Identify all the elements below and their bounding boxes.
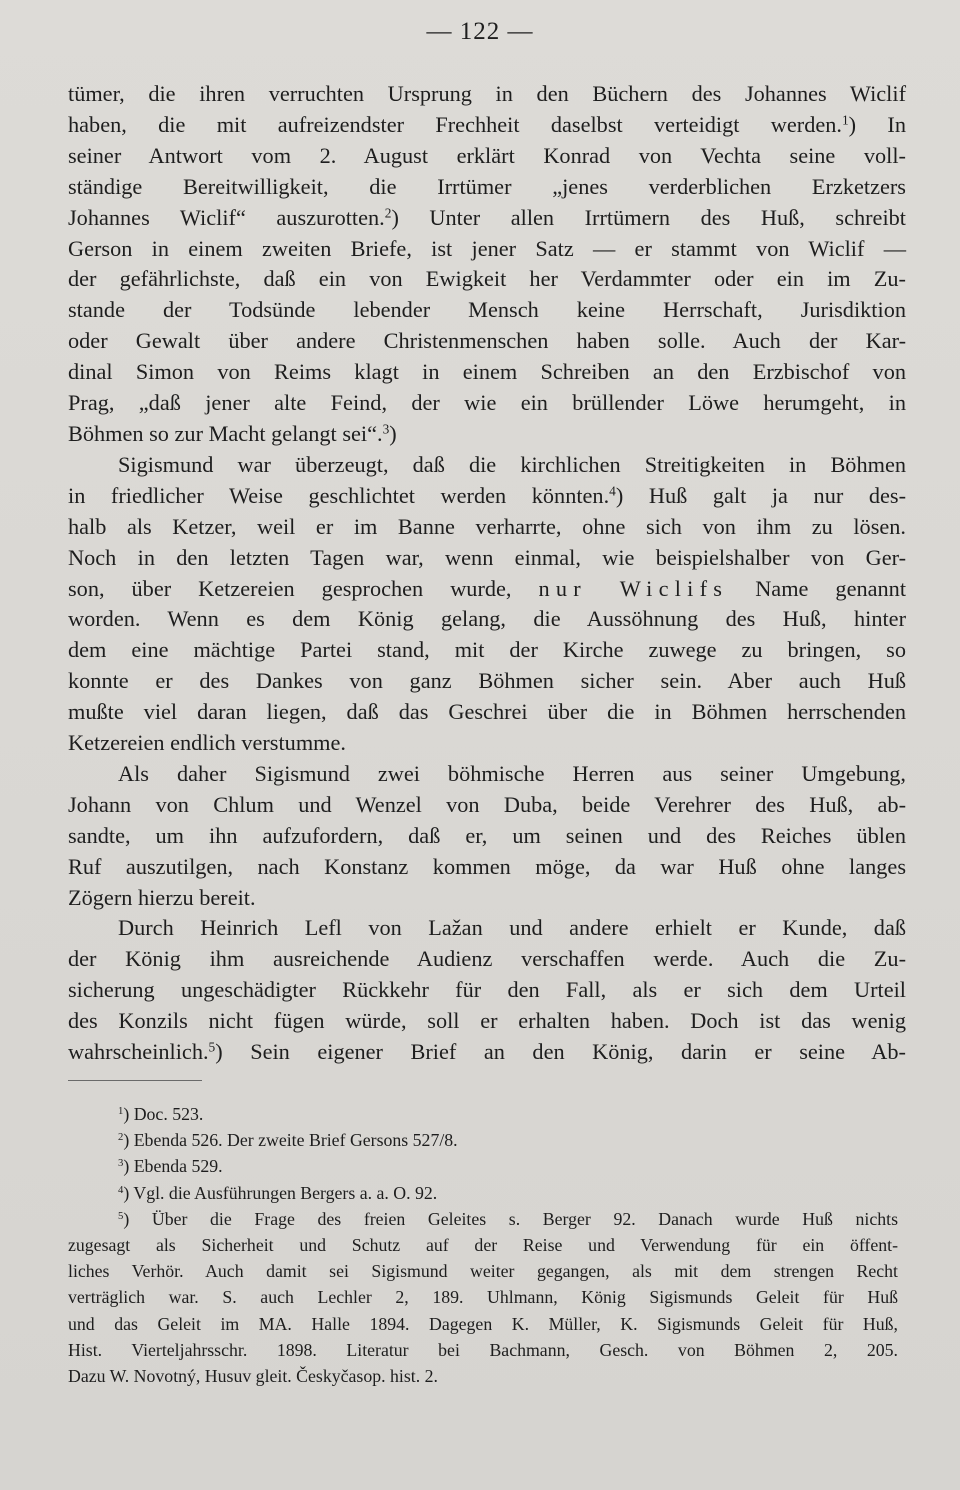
text-run: worden. Wenn es dem König gelang, die Aussöhnung des Huß, hinter	[68, 606, 906, 632]
text-line	[68, 635, 906, 666]
footnote-line	[68, 1337, 898, 1363]
text-run: der König ihm ausreichende Audienz verschaffen werde. Auch die Zu-	[68, 946, 906, 972]
footnote-marker: 2	[118, 1131, 124, 1144]
text-run: Dazu W. Novotný, Husuv gleit. Českyčasop. hist. 2.	[68, 1366, 438, 1387]
footnote-marker: 1	[118, 1105, 124, 1118]
text-run: Prag, „daß jener alte Feind, der wie ein brüllender Löwe herumgeht, in	[68, 390, 906, 416]
text-run: haben, die mit aufreizendster Frechheit daselbst verteidigt werden.	[68, 111, 842, 137]
text-line	[68, 110, 906, 141]
footnote-marker: 3	[118, 1157, 124, 1170]
footnote-line	[68, 1180, 898, 1206]
text-run: konnte er des Dankes von ganz Böhmen sicher sein. Aber auch Huß	[68, 668, 906, 694]
text-run: halb als Ketzer, weil er im Banne verharrte, ohne sich von ihm zu lösen.	[68, 513, 906, 539]
text-run: ) Über die Frage des freien Geleites s. Berger 92. Danach wurde Huß nichts	[123, 1208, 898, 1229]
text-run: ) Vgl. die Ausführungen Bergers a. a. O. 92.	[123, 1182, 438, 1203]
main-text	[68, 79, 906, 1068]
text-run: wahrscheinlich.	[68, 1039, 209, 1065]
text-line	[68, 759, 906, 790]
text-line	[68, 913, 906, 944]
text-run: Noch in den letzten Tagen war, wenn einmal, wie beispielshalber von Ger-	[68, 544, 906, 570]
footnote-line	[68, 1284, 898, 1310]
footnote-marker: 3	[382, 421, 390, 437]
text-run: oder Gewalt über andere Christenmenschen haben solle. Auch der Kar-	[68, 328, 906, 354]
text-line	[68, 481, 906, 512]
text-line	[68, 666, 906, 697]
text-run: Hist. Vierteljahrsschr. 1898. Literatur bei Bachmann, Gesch. von Böhmen 2, 205.	[68, 1339, 898, 1360]
page-number: — 122 —	[426, 18, 534, 45]
text-line	[68, 574, 906, 605]
text-run: Ketzereien endlich verstumme.	[68, 730, 346, 756]
footnote-line	[68, 1206, 898, 1232]
text-run: stande der Todsünde lebender Mensch keine Herrschaft, Jurisdiktion	[68, 297, 906, 323]
text-run: Name genannt	[728, 575, 907, 601]
text-line	[68, 543, 906, 574]
text-line	[68, 234, 906, 265]
footnote-line	[68, 1363, 898, 1389]
footnote-separator	[68, 1080, 202, 1081]
text-line	[68, 172, 906, 203]
text-line	[68, 790, 906, 821]
text-run: ) Ebenda 526. Der zweite Brief Gersons 527/8.	[123, 1130, 458, 1151]
text-line	[68, 264, 906, 295]
text-run: liches Verhör. Auch damit sei Sigismund weiter gegangen, als mit dem strengen Recht	[68, 1261, 898, 1282]
text-line	[68, 450, 906, 481]
text-line	[68, 852, 906, 883]
footnote-line	[68, 1232, 898, 1258]
text-run: Durch Heinrich Lefl von Lažan und andere erhielt er Kunde, daß	[118, 915, 906, 941]
text-run: zugesagt als Sicherheit und Schutz auf der Reise und Verwendung für ein öffent-	[68, 1235, 898, 1256]
text-line	[68, 326, 906, 357]
text-line	[68, 821, 906, 852]
text-run: ) Sein eigener Brief an den König, darin er seine Ab-	[215, 1039, 906, 1065]
text-line	[68, 203, 906, 234]
text-run: Ruf auszutilgen, nach Konstanz kommen möge, da war Huß ohne langes	[68, 853, 906, 879]
text-line	[68, 357, 906, 388]
text-run: Johann von Chlum und Wenzel von Duba, beide Verehrer des Huß, ab-	[68, 791, 906, 817]
text-run: ) In	[848, 111, 906, 137]
text-run: des Konzils nicht fügen würde, soll er erhalten haben. Doch ist das wenig	[68, 1008, 906, 1034]
footnote-line	[68, 1101, 898, 1127]
text-run: tümer, die ihren verruchten Ursprung in den Büchern des Johannes Wiclif	[68, 81, 906, 106]
text-line	[68, 419, 906, 450]
text-run: in friedlicher Weise geschlichtet werden könnten.	[68, 482, 610, 508]
text-run: )	[389, 420, 397, 446]
footnote-marker: 5	[208, 1039, 216, 1055]
footnote-marker: 1	[841, 112, 849, 128]
text-run: Johannes Wiclif“ auszurotten.	[68, 204, 385, 230]
footnotes	[68, 1101, 898, 1389]
footnote-marker: 4	[118, 1183, 124, 1196]
footnote-line	[68, 1153, 898, 1179]
text-line	[68, 944, 906, 975]
text-line	[68, 141, 906, 172]
text-run: ) Ebenda 529.	[123, 1156, 223, 1177]
text-run: verträglich war. S. auch Lechler 2, 189. Uhlmann, König Sigismunds Geleit für Huß	[68, 1287, 898, 1308]
text-run: Sigismund war überzeugt, daß die kirchlichen Streitigkeiten in Böhmen	[118, 451, 906, 477]
text-line	[68, 295, 906, 326]
footnote-marker: 2	[384, 205, 392, 221]
text-run: dem eine mächtige Partei stand, mit der Kirche zuwege zu bringen, so	[68, 637, 906, 663]
text-run: Zögern hierzu bereit.	[68, 884, 256, 910]
text-line	[68, 512, 906, 543]
text-run: son, über Ketzereien gesprochen wurde,	[68, 575, 539, 601]
footnote-marker: 4	[609, 483, 616, 499]
text-line	[68, 728, 906, 759]
footnote-line	[68, 1311, 898, 1337]
text-line	[68, 975, 906, 1006]
text-run: dinal Simon von Reims klagt in einem Schreiben an den Erzbischof von	[68, 359, 906, 385]
text-line	[68, 1006, 906, 1037]
text-run: sicherung ungeschädigter Rückkehr für den Fall, als er sich dem Urteil	[68, 977, 906, 1003]
text-run: Böhmen so zur Macht gelangt sei“.	[68, 420, 383, 446]
text-line	[68, 79, 906, 110]
spaced-emphasis: nur Wiclifs	[538, 575, 729, 601]
text-line	[68, 604, 906, 635]
text-line	[68, 388, 906, 419]
text-run: Gerson in einem zweiten Briefe, ist jener Satz — er stammt von Wiclif —	[68, 235, 906, 261]
text-line	[68, 697, 906, 728]
text-run: und das Geleit im MA. Halle 1894. Dagegen K. Müller, K. Sigismunds Geleit für Huß,	[68, 1313, 898, 1334]
text-line	[68, 1037, 906, 1068]
footnote-line	[68, 1258, 898, 1284]
text-run: ) Huß galt ja nur des-	[615, 482, 906, 508]
text-line	[68, 883, 906, 914]
footnote-line	[68, 1127, 898, 1153]
text-run: ) Doc. 523.	[123, 1104, 204, 1124]
text-run: seiner Antwort vom 2. August erklärt Konrad von Vechta seine voll-	[68, 142, 906, 168]
text-run: ständige Bereitwilligkeit, die Irrtümer „jenes verderblichen Erzketzers	[68, 173, 906, 199]
text-run: sandte, um ihn aufzufordern, daß er, um seinen und des Reiches üblen	[68, 822, 906, 848]
text-run: mußte viel daran liegen, daß das Geschrei über die in Böhmen herrschenden	[68, 699, 906, 725]
text-run: der gefährlichste, daß ein von Ewigkeit her Verdammter oder ein im Zu-	[68, 266, 906, 292]
footnote-marker: 5	[118, 1209, 124, 1222]
text-run: ) Unter allen Irrtümern des Huß, schreibt	[391, 204, 906, 230]
text-run: Als daher Sigismund zwei böhmische Herren aus seiner Umgebung,	[118, 760, 906, 786]
